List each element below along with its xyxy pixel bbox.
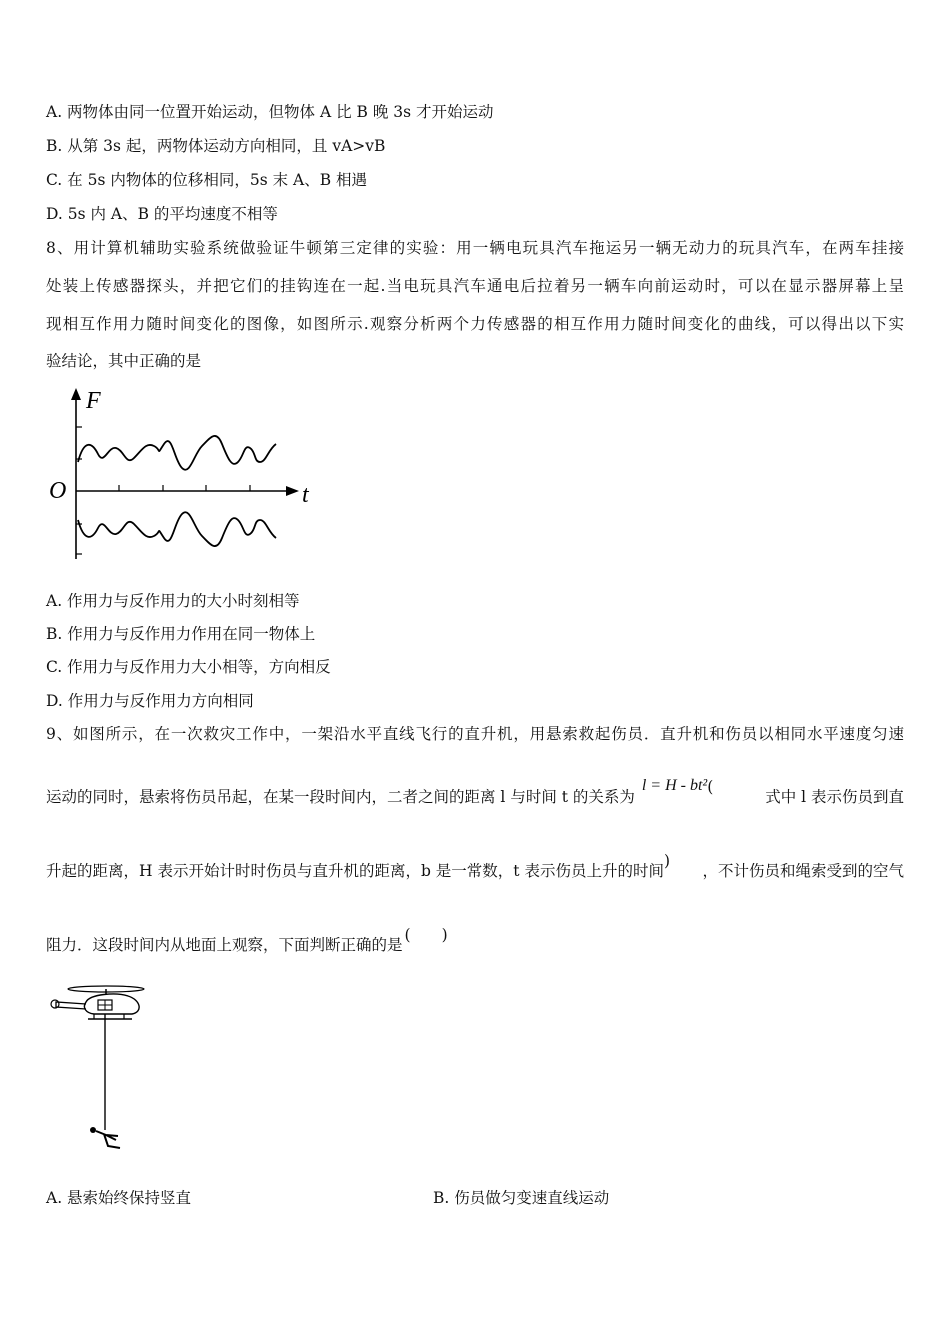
q9-option-a: A. 悬索始终保持竖直 (46, 1189, 192, 1207)
q9-stem-text-3a: 升起的距离，H 表示开始计时时伤员与直升机的距离，b 是一常数，t 表示伤员上升的时间 (46, 862, 664, 880)
helicopter-rescue-figure (46, 978, 156, 1163)
q9-answer-bracket: ( ) (404, 926, 448, 944)
force-time-graph (46, 384, 316, 564)
q9-stem-line-4 (46, 926, 448, 955)
f-axis-label: F (86, 388, 101, 414)
f-axis-arrow (71, 388, 81, 400)
q8-stem-line-3: 现相互作用力随时间变化的图像，如图所示.观察分析两个力传感器的相互作用力随时间变化的曲线，可以得出以下实 (46, 315, 904, 333)
t-axis-arrow (286, 486, 299, 496)
q9-paren-close: ) (663, 852, 671, 870)
t-axis-label: t (302, 482, 309, 508)
q9-formula: l = H - bt² (641, 777, 708, 794)
q7-option-c: C. 在 5s 内物体的位移相同，5s 末 A、B 相遇 (46, 171, 368, 189)
q9-stem-line-2 (46, 777, 904, 808)
q9-stem-text-3b: ，不计伤员和绳索受到的空气 (702, 862, 904, 880)
q8-stem-line-1: 8、用计算机辅助实验系统做验证牛顿第三定律的实验：用一辆电玩具汽车拖运另一辆无动力的玩具汽车，在两车挂接 (46, 239, 904, 257)
q7-option-d: D. 5s 内 A、B 的平均速度不相等 (46, 205, 278, 223)
reaction-force-curve (78, 512, 276, 546)
q9-option-b: B. 伤员做匀变速直线运动 (433, 1189, 610, 1207)
q9-stem-line-3 (46, 852, 904, 881)
q8-option-d: D. 作用力与反作用力方向相同 (46, 692, 254, 710)
q8-stem-line-2: 处装上传感器探头，并把它们的挂钩连在一起.当电玩具汽车通电后拉着另一辆车向前运动时，可以在显示器屏幕上呈 (46, 277, 904, 295)
q8-option-b: B. 作用力与反作用力作用在同一物体上 (46, 625, 316, 643)
injured-person-icon (96, 1131, 120, 1148)
q8-stem-line-4: 验结论，其中正确的是 (46, 352, 202, 370)
q7-option-b: B. 从第 3s 起，两物体运动方向相同，且 vA>vB (46, 137, 386, 155)
q9-stem-text-2a: 运动的同时，悬索将伤员吊起，在某一段时间内，二者之间的距离 l 与时间 t 的关系为 (46, 788, 635, 806)
origin-label: O (49, 478, 67, 504)
q9-stem-line-1: 9、如图所示，在一次救灾工作中，一架沿水平直线飞行的直升机，用悬索救起伤员．直升机和伤员以相同水平速度匀速 (46, 725, 904, 743)
q9-paren-open: ( (707, 778, 714, 796)
q8-option-a: A. 作用力与反作用力的大小时刻相等 (46, 592, 300, 610)
q9-stem-text-4: 阻力．这段时间内从地面上观察，下面判断正确的是 (46, 936, 403, 954)
q9-stem-text-2b: 式中 l 表示伤员到直 (765, 788, 904, 806)
q8-option-c: C. 作用力与反作用力大小相等，方向相反 (46, 658, 331, 676)
action-force-curve (78, 436, 276, 470)
q7-option-a: A. 两物体由同一位置开始运动，但物体 A 比 B 晚 3s 才开始运动 (46, 103, 494, 121)
